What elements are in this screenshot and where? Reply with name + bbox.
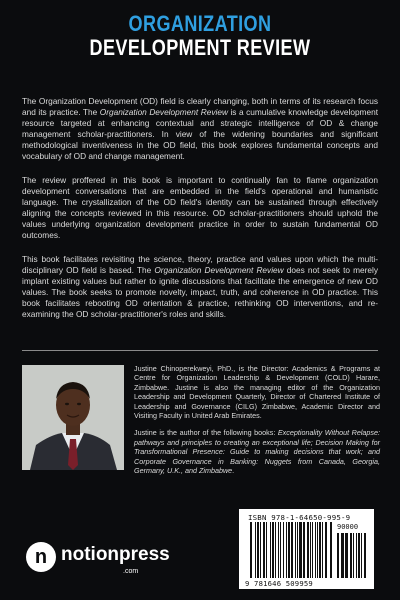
barcode-bar: [345, 533, 348, 578]
publisher-logo: [26, 537, 176, 577]
text-segment: The Organization Development (OD) field is clearly changing, both in terms of its research focus and its practice. The: [22, 96, 378, 117]
barcode-bar: [250, 522, 252, 578]
author-bio-paragraph-2: [134, 428, 380, 475]
title-line-1: ORGANIZATION: [128, 11, 272, 36]
publisher-domain: .com: [123, 568, 139, 575]
barcode-bar: [317, 522, 318, 578]
blurb-paragraph-2: The review proffered in this book is important to continually fan to flame organization development conversations that are embedded in the field's operational and humanistic language. The crystallization of the OD field's identity can be sustained through effectively aligning the concepts reviewed in this resource. OD scholar-practitioners should uphold the values underlying organization development practice in order to sustain fundamental OD outcomes.: [22, 175, 378, 240]
text-segment: Exceptionality Without Relapse: pathways and principles to creating an exceptional life; Decision Making for Transformational Presence: Guide to making decisions that work; and Corporate Governance in Banking: Nuggets from Canada, Georgia, Germany, U.K., and Zimbabwe: [134, 428, 380, 476]
text-segment: Organization Development Review: [154, 265, 284, 275]
barcode-bar: [341, 533, 344, 578]
blurb: [22, 96, 378, 333]
barcode-bar: [283, 522, 284, 578]
barcode-bar: [330, 522, 332, 578]
barcode-bar: [295, 522, 296, 578]
barcode-bar: [291, 522, 293, 578]
barcode-bar: [299, 522, 302, 578]
barcode-bar: [303, 522, 305, 578]
barcode-bar: [310, 522, 311, 578]
barcode-bar: [272, 522, 274, 578]
barcode-bar: [270, 522, 271, 578]
text-segment: is a cumulative knowledge development resource targeted at enhancing contextual and strategic intelligence of OD & change management scholar-practitioners. In view of the widening boundaries and significant methodological inventiveness in the OD field, this book explores fundamental concepts and vocabulary of OD and change management.: [22, 107, 378, 161]
barcode-bar: [337, 533, 339, 578]
price-code: 90000: [337, 523, 359, 531]
barcode-bar: [364, 533, 366, 578]
barcode-bar: [315, 522, 316, 578]
barcode-bar: [278, 522, 279, 578]
barcode-bar: [297, 522, 298, 578]
barcode-bar: [325, 522, 327, 578]
title-line-2: DEVELOPMENT REVIEW: [89, 35, 311, 60]
text-segment: .: [232, 466, 235, 476]
barcode-bar: [263, 522, 265, 578]
barcode-bar: [322, 522, 323, 578]
text-segment: Organization Development Review: [99, 107, 228, 117]
barcode-bar: [288, 522, 290, 578]
barcode-bar: [358, 533, 360, 578]
barcode-bar: [266, 522, 267, 578]
addon-bars-icon: [337, 533, 367, 578]
logo-circle-icon: n: [26, 542, 56, 572]
barcode-bar: [319, 522, 321, 578]
barcode-bar: [307, 522, 309, 578]
barcode-bar: [361, 533, 362, 578]
author-bio: [134, 364, 380, 483]
publisher-name: notionpress: [61, 544, 170, 565]
barcode-bar: [350, 533, 352, 578]
text-segment: does not seek to merely implant existing values but rather to ignite discussions that facilitate the emergence of new OD values. The book seeks to promote novelty, impact, truth, and coherence in OD practice. This book facilitates rebooting OD orientation & practice, rethinking OD interventions, and re-examining the OD scholar-practitioner's roles and skills.: [22, 265, 378, 319]
barcode-bar: [286, 522, 287, 578]
author-photo: [22, 365, 124, 470]
author-bio-paragraph-1: Justine Chinoperekweyi, PhD., is the Director: Academics & Programs at Centre for Organization Leadership & Development (COLD) Harare, Zimbabwe. Justine is also the managing editor of the Organization Leadership and Development Quarterly, Director of Chartered Institute of Leadership and Governance (CILG) Zimbabwe, Academic Director and Visiting Faculty in United Arab Emirates.: [134, 364, 380, 421]
text-segment: This book facilitates revisiting the science, theory, practice and values upon which the multi-disciplinary OD field is based. The: [22, 254, 378, 275]
barcode-bar: [353, 533, 354, 578]
barcode-bar: [280, 522, 281, 578]
barcode-bar: [312, 522, 313, 578]
barcode-number: 9 781646 509959: [245, 579, 313, 588]
blurb-paragraph-1: [22, 96, 378, 162]
barcode-bar: [275, 522, 276, 578]
barcode-bar: [260, 522, 261, 578]
isbn-barcode: [239, 509, 374, 589]
text-segment: Justine is the author of the following books:: [134, 428, 278, 438]
barcode-bars-icon: [250, 522, 334, 578]
isbn-text: ISBN 978-1-64650-995-9: [248, 513, 351, 522]
blurb-paragraph-3: [22, 254, 378, 320]
barcode-bar: [257, 522, 259, 578]
barcode-bar: [356, 533, 357, 578]
barcode-bar: [255, 522, 256, 578]
section-divider: [22, 350, 378, 351]
book-title: [0, 12, 400, 60]
